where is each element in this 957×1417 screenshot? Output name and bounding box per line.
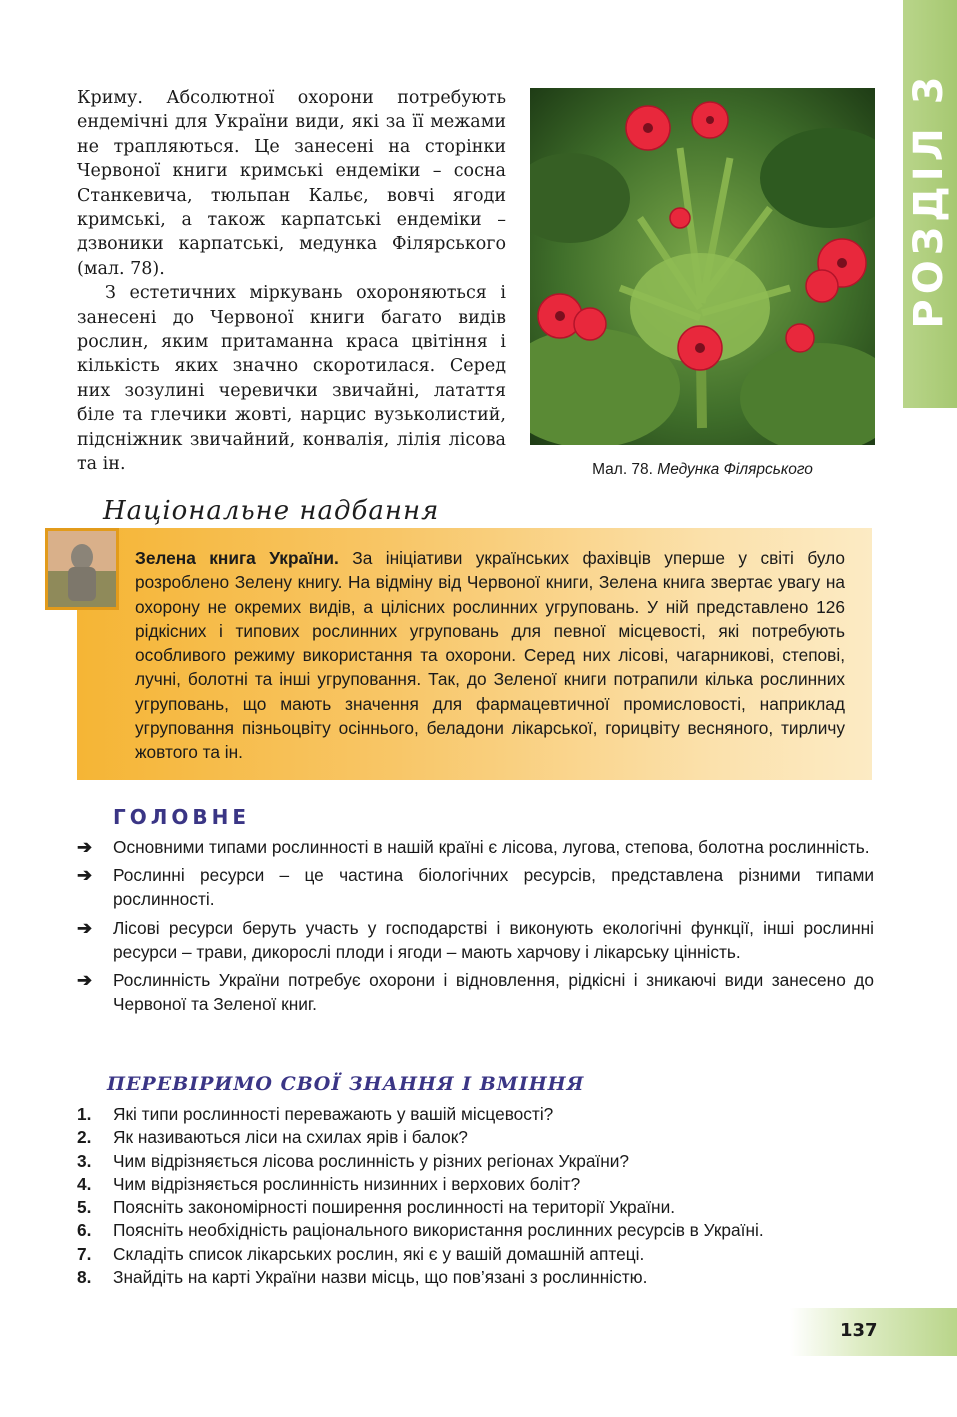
summary-item-text: Лісові ресурси беруть участь у господарстві і виконують екологічні функції, інші рослинні ресурси – трави, дикорослі плоди і ягоди – мають харчову і лікарську цінність.: [113, 917, 874, 962]
figure-caption: [530, 461, 875, 479]
arrow-icon: ➔: [77, 917, 93, 938]
question-text: Як називаються ліси на схилах ярів і балок?: [113, 1127, 468, 1148]
summary-item: [77, 835, 874, 859]
question-item: [77, 1266, 877, 1289]
question-item: [77, 1196, 877, 1219]
question-number: 1.: [77, 1104, 92, 1124]
summary-item-text: Рослинність України потребує охорони і відновлення, рідкісні і зникаючі види занесено до Червоної та Зеленої книг.: [113, 970, 874, 1015]
question-text: Поясніть закономірності поширення рослинності на території України.: [113, 1197, 676, 1218]
caption-label: Мал. 78.: [592, 461, 653, 478]
question-text: Поясніть необхідність раціонального використання рослинних ресурсів в Україні.: [113, 1220, 764, 1241]
question-item: [77, 1219, 877, 1242]
question-number: 8.: [77, 1267, 92, 1288]
question-number: 4.: [77, 1173, 92, 1194]
questions-heading: ПЕРЕВІРИМО СВОЇ ЗНАННЯ І ВМІННЯ: [107, 1073, 585, 1095]
question-number: 5.: [77, 1197, 92, 1218]
question-item: [77, 1103, 877, 1126]
summary-heading: ГОЛОВНЕ: [113, 805, 251, 829]
question-item: [77, 1126, 877, 1149]
question-text: Знайдіть на карті України назви місць, що пов’язані з рослинністю.: [113, 1267, 648, 1288]
summary-item: [77, 968, 874, 1016]
question-item: [77, 1150, 877, 1173]
question-item: [77, 1243, 877, 1266]
heritage-text: [135, 546, 845, 765]
stone-statue-thumbnail: [45, 528, 119, 610]
heritage-lead: Зелена книга України.: [135, 548, 339, 568]
lungwort-photo: [530, 88, 875, 445]
heritage-heading: Національне надбання: [103, 496, 440, 526]
arrow-icon: ➔: [77, 865, 93, 886]
question-text: Чим відрізняється рослинність низинних і верхових боліт?: [113, 1173, 581, 1194]
arrow-icon: ➔: [77, 970, 93, 991]
question-number: 3.: [77, 1150, 92, 1171]
summary-item-text: Рослинні ресурси – це частина біологічних ресурсів, представлена різними типами рослинності.: [113, 865, 874, 910]
paragraph-endemics: Криму. Абсолютної охорони потребують ендемічні для України види, які за її межами не трапляються. Це занесені на сторінки Червоної книги кримські ендеміки – сосна Станкевича, тюльпан Кальє, вовчі ягоди кримські, а також карпатські ендеміки – дзвоники карпатські, медунка Філярського (мал. 78).: [77, 88, 506, 279]
summary-item: [77, 916, 874, 964]
paragraph-aesthetic: З естетичних міркувань охороняються і занесені до Червоної книги багато видів рослин, яким притаманна краса цвітіння і кількість яких значно скоротилася. Серед них зозулині черевички звичайні, латаття біле та глечики жовті, нарцис вузьколистий, підсніжник звичайний, конвалія, лілія лісова та ін.: [77, 283, 506, 475]
question-number: 2.: [77, 1127, 92, 1148]
question-text: Які типи рослинності переважають у вашій місцевості?: [113, 1104, 554, 1124]
arrow-icon: ➔: [77, 837, 93, 857]
page-number: 137: [840, 1320, 878, 1341]
section-label: РОЗДІЛ 3: [906, 71, 952, 329]
summary-list: [77, 835, 874, 1020]
main-text-column: [77, 86, 506, 477]
question-item: [77, 1173, 877, 1196]
summary-item: [77, 863, 874, 911]
summary-item-text: Основними типами рослинності в нашій країні є лісова, лугова, степова, болотна рослинність.: [113, 837, 870, 857]
question-number: 6.: [77, 1220, 92, 1241]
questions-list: [77, 1103, 877, 1289]
question-text: Чим відрізняється лісова рослинність у різних регіонах України?: [113, 1150, 630, 1171]
heritage-body: За ініціативи українських фахівців уперше у світі було розроблено Зелену книгу. На відміну від Червоної книги, Зелена книга звертає увагу на охорону не окремих видів, а цілісних рослинних угруповань. У ній представлено 126 рідкісних і типових рослинних угруповань для певної місцевості, які потребують особливого режиму використання та охорони. Серед них лісові, чагарникові, степові, лучні, болотні та інші угруповання. Так, до Зеленої книги потрапили кілька рослинних угруповань, що мають значення для фармацевтичної промисловості, наприклад угруповання пізньоцвіту осіннього, беладони лікарської, горицвіту весняного, тирличу жовтого та ін.: [135, 548, 845, 763]
caption-title: Медунка Філярського: [657, 461, 813, 478]
question-number: 7.: [77, 1243, 92, 1264]
question-text: Складіть список лікарських рослин, які є у вашій домашній аптеці.: [113, 1243, 645, 1264]
